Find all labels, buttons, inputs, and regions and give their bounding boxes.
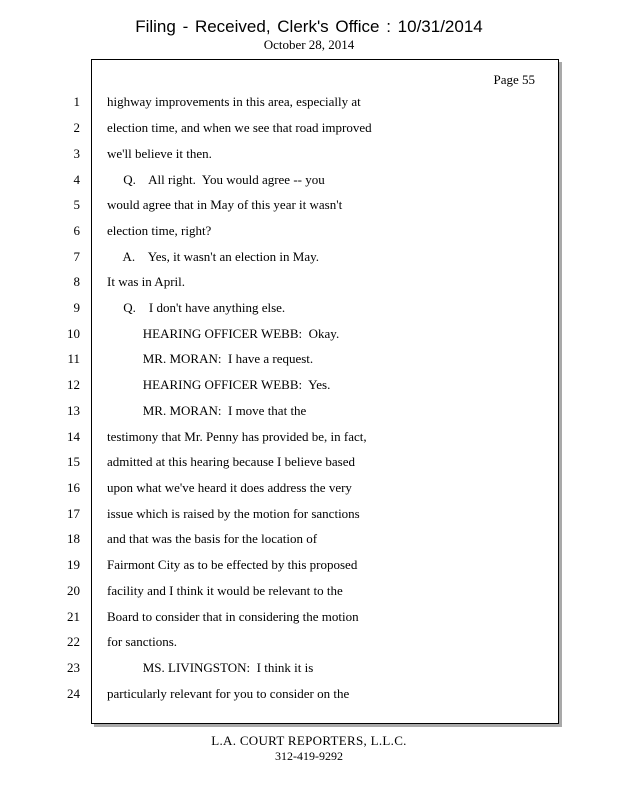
line-text: Q. All right. You would agree -- you — [107, 172, 325, 187]
line-text: admitted at this hearing because I believe based — [107, 454, 355, 469]
transcript-line — [0, 660, 618, 680]
line-text: MS. LIVINGSTON: I think it is — [107, 660, 314, 675]
line-text: A. Yes, it wasn't an election in May. — [107, 249, 320, 264]
line-text: for sanctions. — [107, 634, 178, 649]
transcript-line — [0, 377, 618, 397]
line-text: Fairmont City as to be effected by this proposed — [107, 557, 358, 572]
line-number: 10 — [67, 326, 80, 341]
transcript-line — [0, 172, 618, 192]
line-text: MR. MORAN: I have a request. — [107, 351, 314, 366]
court-reporter-company: L.A. COURT REPORTERS, L.L.C. — [211, 733, 407, 748]
transcript-line — [0, 94, 618, 114]
line-number: 15 — [67, 454, 80, 469]
transcript-line — [0, 274, 618, 294]
line-number: 4 — [73, 172, 80, 187]
line-text: particularly relevant for you to consider on the — [107, 686, 350, 701]
transcript-line — [0, 686, 618, 706]
line-number: 19 — [67, 557, 80, 572]
line-text: MR. MORAN: I move that the — [107, 403, 307, 418]
line-number: 21 — [67, 609, 80, 624]
line-number: 22 — [67, 634, 80, 649]
transcript-line — [0, 454, 618, 474]
line-number: 1 — [73, 94, 80, 109]
line-number: 16 — [67, 480, 80, 495]
line-number: 8 — [73, 274, 80, 289]
transcript-line — [0, 480, 618, 500]
transcript-line — [0, 634, 618, 654]
line-number: 14 — [67, 429, 80, 444]
court-reporter-phone: 312-419-9292 — [275, 749, 343, 763]
line-number: 23 — [67, 660, 80, 675]
line-number: 20 — [67, 583, 80, 598]
line-number: 7 — [73, 249, 80, 264]
line-number: 2 — [73, 120, 80, 135]
line-number: 24 — [67, 686, 80, 701]
line-text: HEARING OFFICER WEBB: Okay. — [107, 326, 340, 341]
line-number: 5 — [73, 197, 80, 212]
line-text: upon what we've heard it does address the very — [107, 480, 352, 495]
line-text: Board to consider that in considering the motion — [107, 609, 359, 624]
filing-stamp: Filing - Received, Clerk's Office : 10/31/2014 — [135, 17, 483, 36]
line-text: issue which is raised by the motion for sanctions — [107, 506, 360, 521]
line-text: election time, right? — [107, 223, 212, 238]
line-text: we'll believe it then. — [107, 146, 212, 161]
line-text: testimony that Mr. Penny has provided be, in fact, — [107, 429, 367, 444]
transcript-line — [0, 583, 618, 603]
line-text: Q. I don't have anything else. — [107, 300, 286, 315]
line-text: election time, and when we see that road improved — [107, 120, 372, 135]
transcript-line — [0, 223, 618, 243]
line-number: 11 — [67, 351, 80, 366]
transcript-line — [0, 300, 618, 320]
transcript-line — [0, 197, 618, 217]
line-number: 13 — [67, 403, 80, 418]
transcript-line — [0, 120, 618, 140]
line-number: 3 — [73, 146, 80, 161]
transcript-line — [0, 429, 618, 449]
transcript-line — [0, 531, 618, 551]
transcript-line — [0, 506, 618, 526]
line-number: 12 — [67, 377, 80, 392]
page-number: Page 55 — [493, 72, 535, 87]
line-text: would agree that in May of this year it wasn't — [107, 197, 343, 212]
line-number: 17 — [67, 506, 80, 521]
line-text: and that was the basis for the location of — [107, 531, 318, 546]
transcript-line — [0, 326, 618, 346]
transcript-date: October 28, 2014 — [263, 37, 355, 52]
transcript-line — [0, 146, 618, 166]
line-text: facility and I think it would be relevant to the — [107, 583, 343, 598]
transcript-line — [0, 557, 618, 577]
line-number: 9 — [73, 300, 80, 315]
line-number: 18 — [67, 531, 80, 546]
line-text: It was in April. — [107, 274, 185, 289]
transcript-line — [0, 609, 618, 629]
transcript-line — [0, 351, 618, 371]
line-text: highway improvements in this area, especially at — [107, 94, 361, 109]
line-text: HEARING OFFICER WEBB: Yes. — [107, 377, 331, 392]
transcript-line — [0, 249, 618, 269]
line-number: 6 — [73, 223, 80, 238]
transcript-line — [0, 403, 618, 423]
